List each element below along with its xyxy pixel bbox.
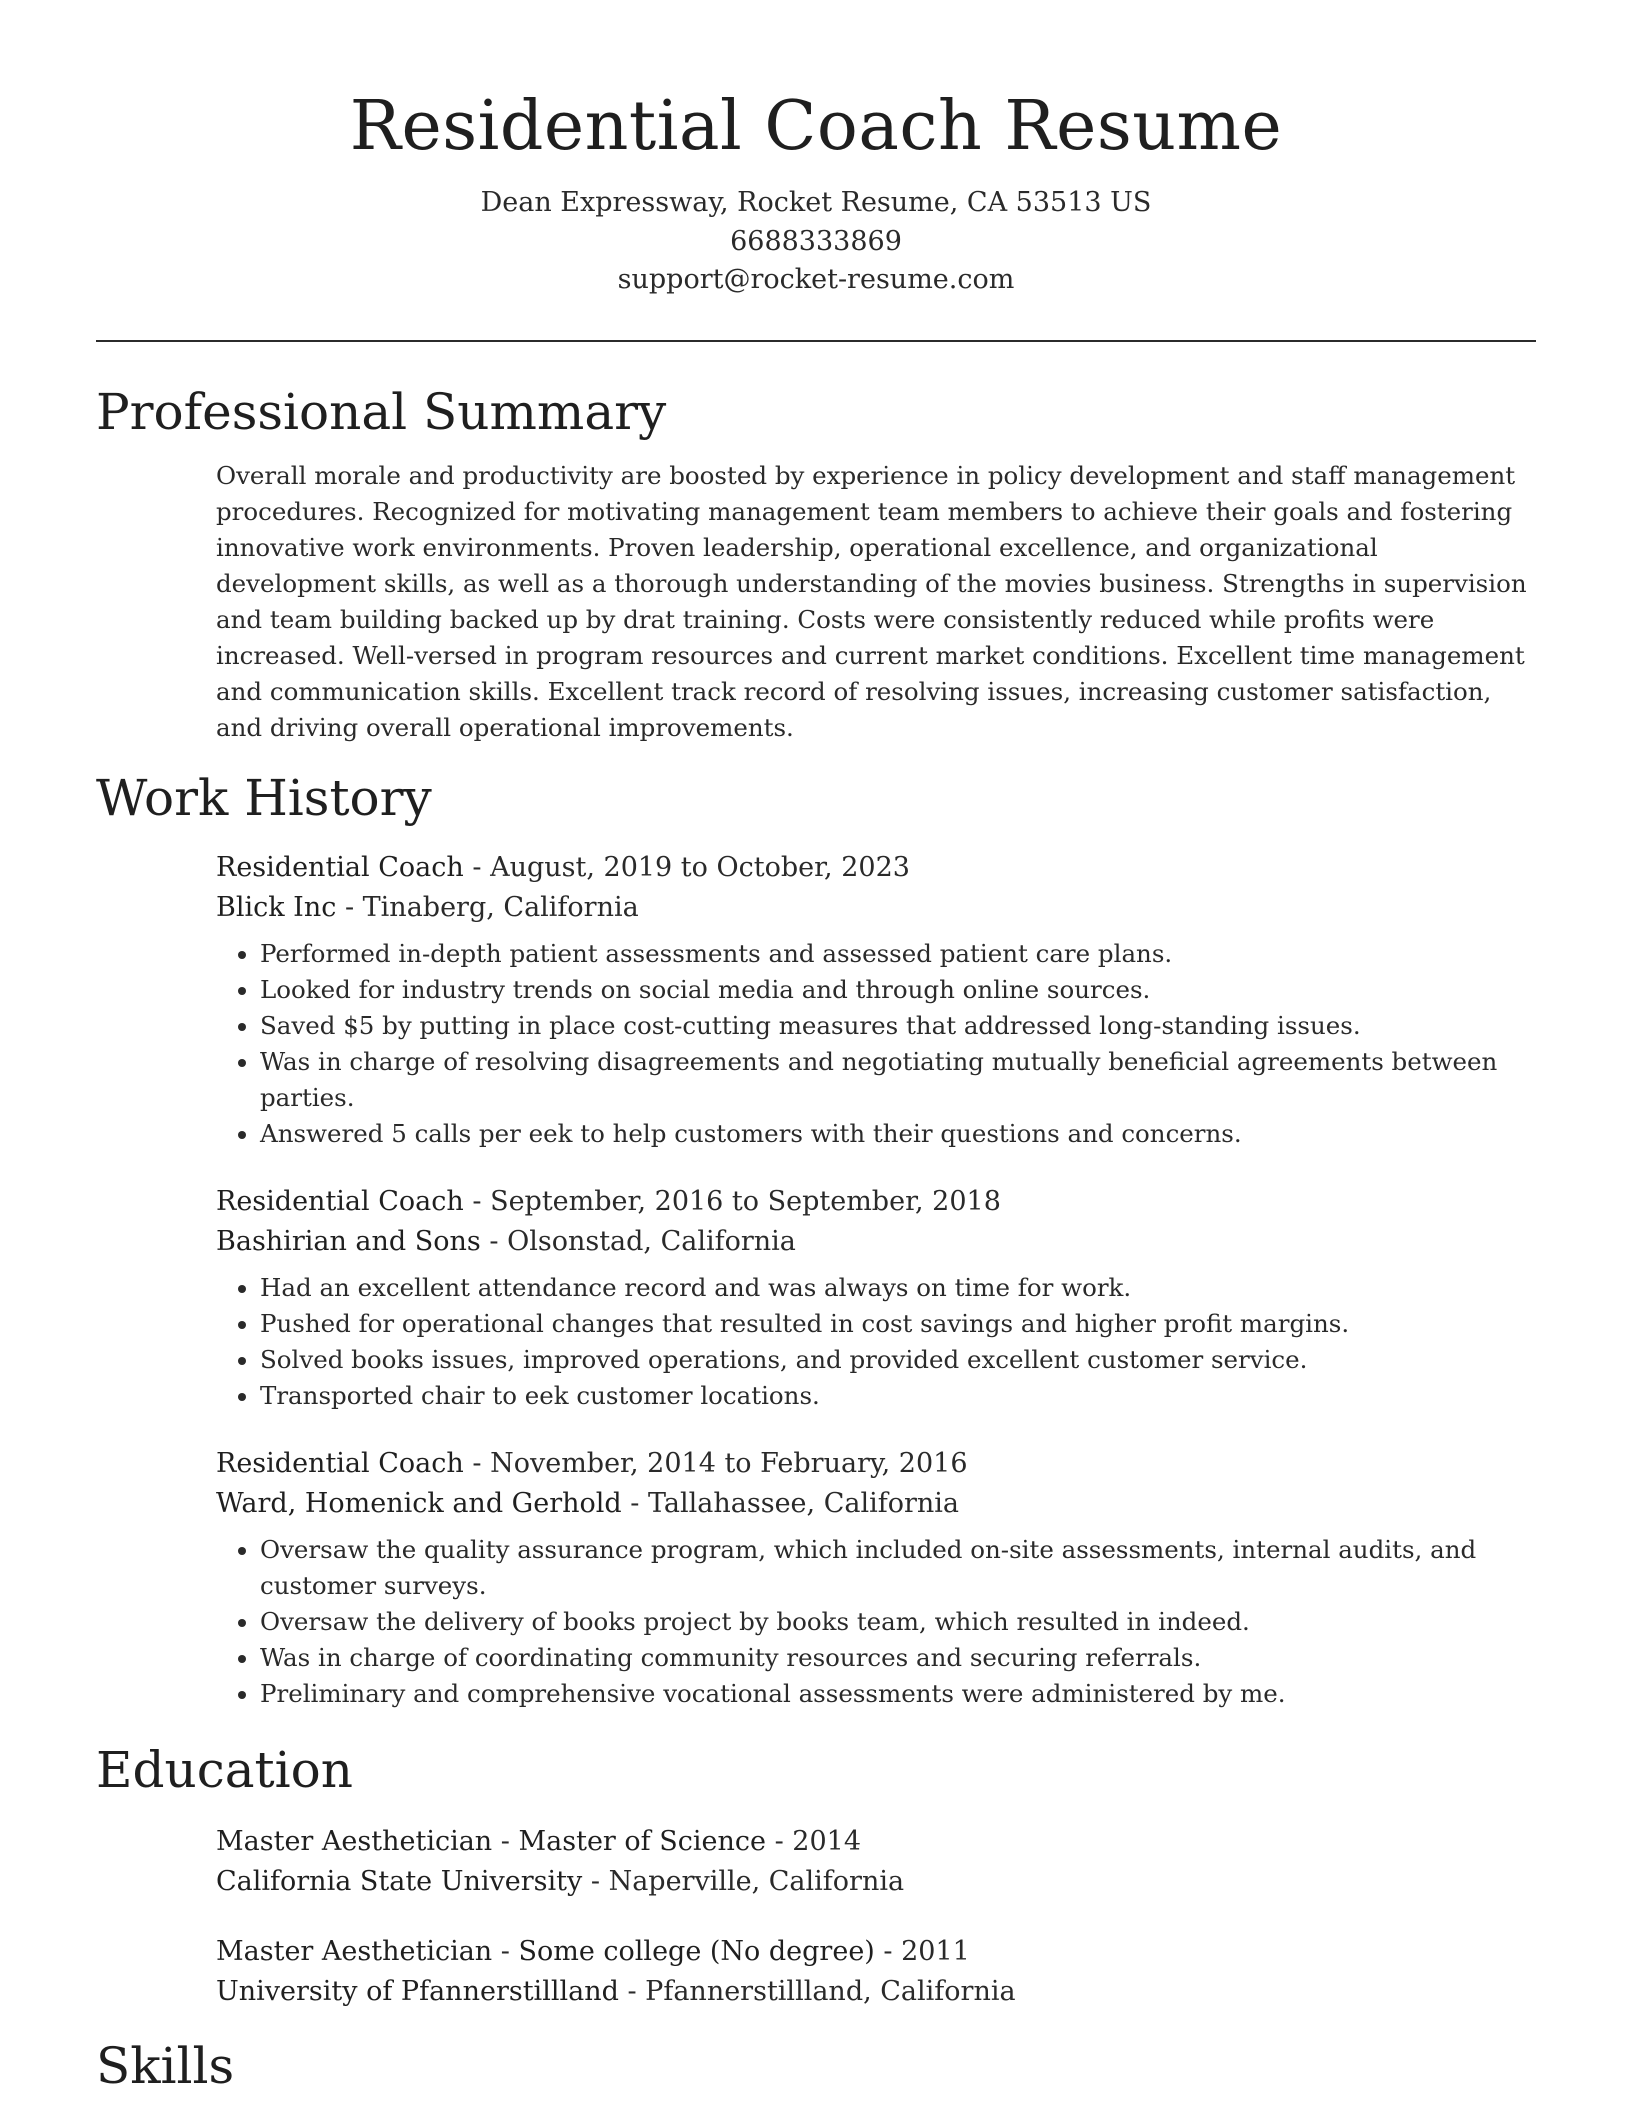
education-location: Naperville, California — [608, 1865, 905, 1897]
job-title-line: Residential Coach - September, 2016 to September, 2018 — [216, 1185, 1001, 1217]
resume-header — [96, 0, 1536, 300]
job-bullet: • Performed in-depth patient assessments and assessed patient care plans. — [260, 936, 1536, 972]
job-bullet: • Preliminary and comprehensive vocational assessments were administered by me. — [260, 1676, 1536, 1712]
job-role: Residential Coach — [216, 1447, 464, 1479]
job-role: Residential Coach — [216, 851, 464, 883]
job-bullets — [216, 1532, 1536, 1712]
education-degree-line: Master Aesthetician - Some college (No degree) - 2011 — [216, 1935, 970, 1967]
education-school: California State University — [216, 1865, 583, 1897]
job-bullet: • Oversaw the quality assurance program, which included on-site assessments, internal audits, and customer surveys. — [260, 1532, 1536, 1604]
work-history-heading: Work History — [96, 768, 432, 827]
contact-info — [96, 184, 1536, 300]
job-title-line: Residential Coach - November, 2014 to February, 2016 — [216, 1447, 968, 1479]
job-bullet: • Transported chair to eek customer locations. — [260, 1378, 1536, 1414]
education-location: Pfannerstillland, California — [645, 1975, 1016, 2007]
job-company: Blick Inc — [216, 891, 337, 923]
job-title-line: Residential Coach - August, 2019 to October, 2023 — [216, 851, 910, 883]
job-bullet: • Had an excellent attendance record and was always on time for work. — [260, 1270, 1536, 1306]
education-entry — [216, 1932, 1536, 2012]
summary-text: Overall morale and productivity are boosted by experience in policy development and staff management procedures. Recognized for motivating management team members to achieve their goals and fostering innovative work environments. Proven leadership, operational excellence, and organizational development skills, as well as a thorough understanding of the movies business. Strengths in supervision and team building backed up by drat training. Costs were consistently reduced while profits were increased. Well-versed in program resources and current market conditions. Excellent time management and communication skills. Excellent track record of resolving issues, increasing customer satisfaction, and driving overall operational improvements. — [216, 460, 1527, 742]
education-year: 2014 — [792, 1825, 861, 1857]
education-entry — [216, 1822, 1536, 1902]
job-bullets — [216, 1270, 1536, 1414]
education-heading: Education — [96, 1740, 353, 1799]
job-bullet: • Answered 5 calls per eek to help customers with their questions and concerns. — [260, 1116, 1536, 1152]
job-company-line: Bashirian and Sons - Olsonstad, California — [216, 1225, 796, 1257]
job-bullets — [216, 936, 1536, 1152]
skills-heading: Skills — [96, 2036, 235, 2095]
job-bullet: • Was in charge of coordinating community resources and securing referrals. — [260, 1640, 1536, 1676]
job-location: Olsonstad, California — [507, 1225, 796, 1257]
job-company-line: Blick Inc - Tinaberg, California — [216, 891, 639, 923]
education-school: University of Pfannerstillland — [216, 1975, 619, 2007]
education-field: Master Aesthetician — [216, 1825, 493, 1857]
job-location: Tallahassee, California — [648, 1487, 960, 1519]
job-dates: August, 2019 to October, 2023 — [490, 851, 910, 883]
summary-section — [96, 458, 1536, 746]
job-dates: September, 2016 to September, 2018 — [490, 1185, 1001, 1217]
job-company: Bashirian and Sons — [216, 1225, 481, 1257]
job-role: Residential Coach — [216, 1185, 464, 1217]
job-company: Ward, Homenick and Gerhold — [216, 1487, 622, 1519]
education-school-line: University of Pfannerstillland - Pfannerstillland, California — [216, 1975, 1016, 2007]
education-field: Master Aesthetician — [216, 1935, 493, 1967]
contact-address: Dean Expressway, Rocket Resume, CA 53513 US — [480, 187, 1152, 218]
job-bullet: • Looked for industry trends on social media and through online sources. — [260, 972, 1536, 1008]
summary-heading: Professional Summary — [96, 382, 667, 441]
contact-email: support@rocket-resume.com — [617, 264, 1015, 295]
education-school-line: California State University - Naperville, California — [216, 1865, 905, 1897]
resume-page — [96, 0, 1536, 2096]
job-entry — [216, 1182, 1536, 1414]
education-degree: Some college (No degree) — [518, 1935, 875, 1967]
job-entry — [216, 848, 1536, 1152]
job-entry — [216, 1444, 1536, 1712]
education-section — [96, 1822, 1536, 2012]
resume-title: Residential Coach Resume — [349, 87, 1283, 166]
contact-phone: 6688333869 — [730, 225, 902, 257]
job-bullet: • Pushed for operational changes that resulted in cost savings and higher profit margins. — [260, 1306, 1536, 1342]
job-bullet: • Solved books issues, improved operations, and provided excellent customer service. — [260, 1342, 1536, 1378]
job-bullet: • Saved $5 by putting in place cost-cutting measures that addressed long-standing issues. — [260, 1008, 1536, 1044]
header-divider — [96, 340, 1536, 342]
job-bullet: • Was in charge of resolving disagreements and negotiating mutually beneficial agreements between parties. — [260, 1044, 1536, 1116]
job-company-line: Ward, Homenick and Gerhold - Tallahassee, California — [216, 1487, 960, 1519]
work-history-section — [96, 848, 1536, 1712]
education-degree: Master of Science — [518, 1825, 766, 1857]
job-bullet: • Oversaw the delivery of books project by books team, which resulted in indeed. — [260, 1604, 1536, 1640]
education-year: 2011 — [901, 1935, 970, 1967]
job-dates: November, 2014 to February, 2016 — [490, 1447, 968, 1479]
job-location: Tinaberg, California — [362, 891, 639, 923]
education-degree-line: Master Aesthetician - Master of Science - 2014 — [216, 1825, 861, 1857]
